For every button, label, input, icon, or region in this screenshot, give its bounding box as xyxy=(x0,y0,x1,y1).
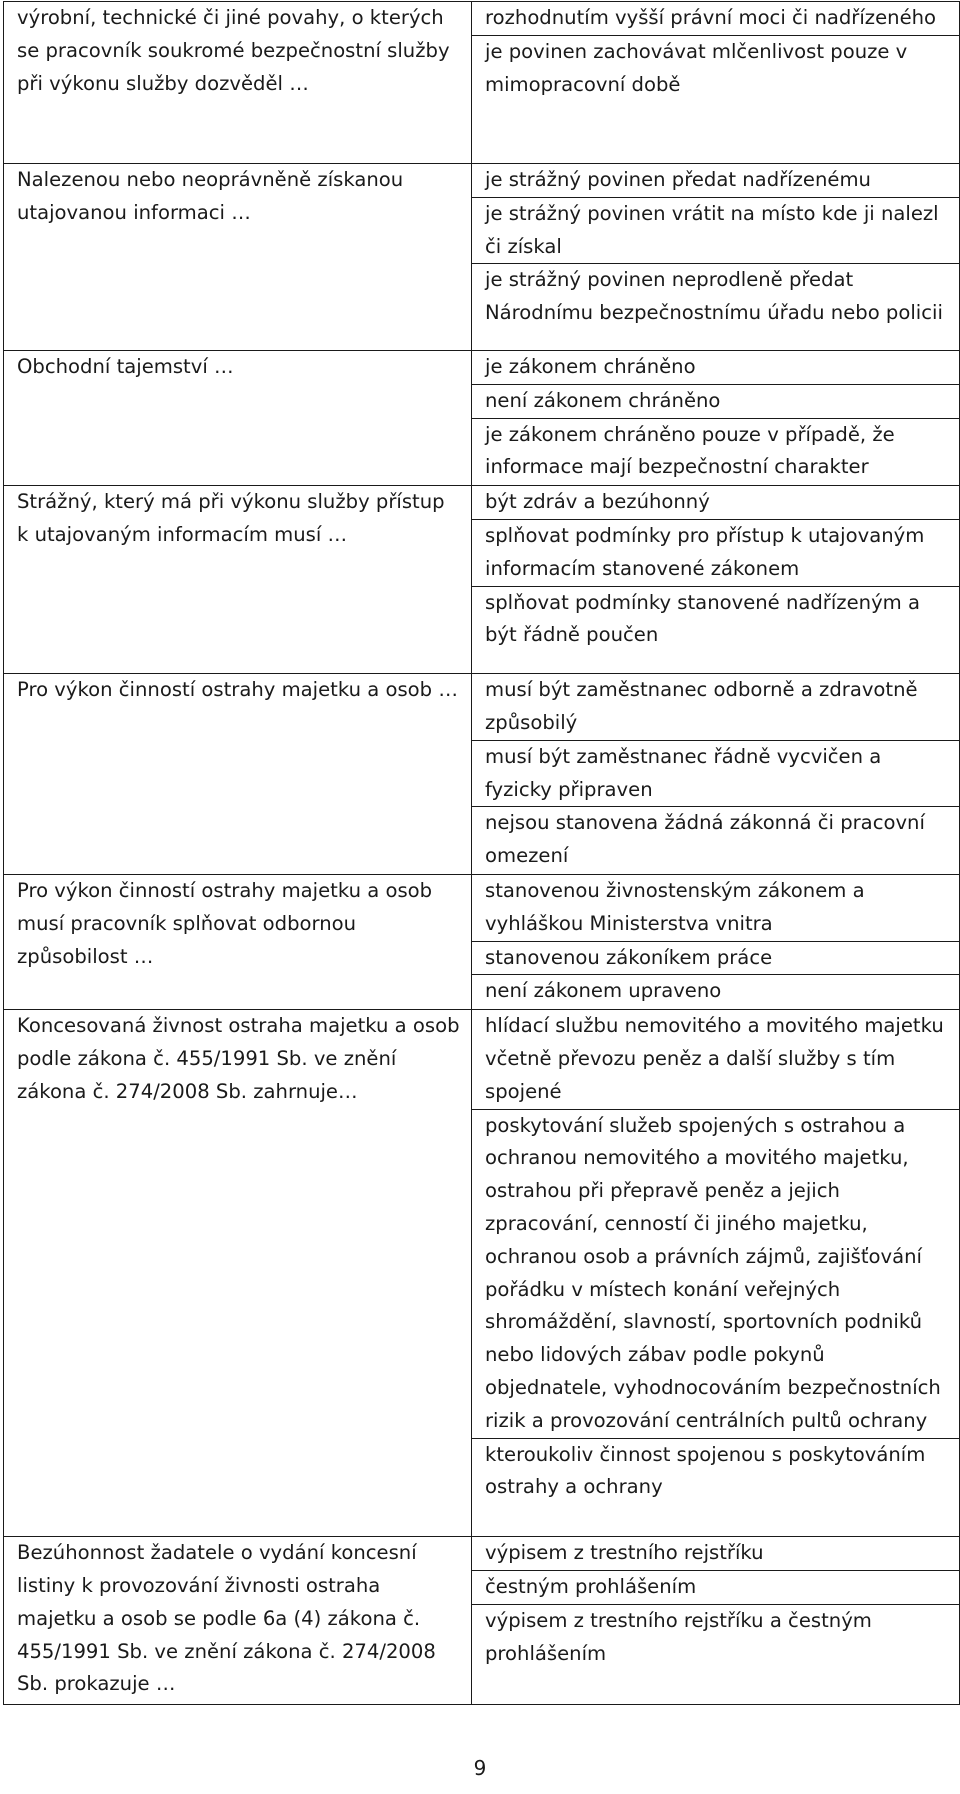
answer-option: je zákonem chráněno xyxy=(485,355,696,378)
answer-option: výpisem z trestního rejstříku a čestným prohlášením xyxy=(472,1604,959,1671)
answer-option: kteroukoliv činnost spojenou s poskytováním ostrahy a ochrany xyxy=(472,1438,959,1505)
answer-option: hlídací službu nemovitého a movitého majetku včetně převozu peněz a další služby s tím spojené xyxy=(485,1014,944,1103)
answer-option: poskytování služeb spojených s ostrahou a ochranou nemovitého a movitého majetku, ostrahou při přepravě peněz a jejich zpracování, cenností či jiného majetku, ochranou osob a právních zájmů, zajišťování pořádku v místech konání veřejných shromáždění, slavností, sportovních podniků nebo lidových zábav podle pokynů objednatele, vyhodnocováním bezpečnostních rizik a provozování centrálních pultů ochrany xyxy=(472,1109,959,1438)
answers-cell xyxy=(472,2,960,164)
answer-option: není zákonem chráněno xyxy=(472,384,959,418)
answers-cell xyxy=(472,1537,960,1705)
question-cell: Pro výkon činností ostrahy majetku a osob musí pracovník splňovat odbornou způsobilost … xyxy=(4,874,472,1009)
answer-option: je zákonem chráněno pouze v případě, že informace mají bezpečnostní charakter xyxy=(472,418,959,485)
question-cell: Koncesovaná živnost ostraha majetku a osob podle zákona č. 455/1991 Sb. ve znění zákona č. 274/2008 Sb. zahrnuje… xyxy=(4,1010,472,1537)
question-cell: Obchodní tajemství … xyxy=(4,351,472,486)
answer-option: není zákonem upraveno xyxy=(472,974,959,1008)
question-cell: Nalezenou nebo neoprávněně získanou utajovanou informaci … xyxy=(4,164,472,351)
question-table xyxy=(3,1,960,1705)
answer-option: splňovat podmínky stanovené nadřízeným a být řádně poučen xyxy=(472,586,959,653)
answer-option: je povinen zachovávat mlčenlivost pouze v mimopracovní době xyxy=(472,35,959,102)
answers-cell xyxy=(472,674,960,875)
table-row xyxy=(4,351,960,486)
table-row xyxy=(4,164,960,351)
answer-option: výpisem z trestního rejstříku xyxy=(485,1541,764,1565)
answers-cell xyxy=(472,486,960,674)
table-row xyxy=(4,1010,960,1537)
question-cell: Pro výkon činností ostrahy majetku a osob … xyxy=(4,674,472,875)
answer-option: čestným prohlášením xyxy=(472,1570,959,1604)
answer-option: je strážný povinen předat nadřízenému xyxy=(485,168,871,191)
answer-option: splňovat podmínky pro přístup k utajovaným informacím stanovené zákonem xyxy=(472,519,959,586)
table-row xyxy=(4,486,960,674)
answer-option: je strážný povinen vrátit na místo kde ji nalezl či získal xyxy=(472,197,959,264)
answer-option: musí být zaměstnanec odborně a zdravotně způsobilý xyxy=(485,678,918,734)
table-row xyxy=(4,1537,960,1705)
answers-cell xyxy=(472,164,960,351)
answer-option: být zdráv a bezúhonný xyxy=(485,490,710,514)
table-row xyxy=(4,674,960,875)
answers-cell xyxy=(472,874,960,1009)
answer-option: musí být zaměstnanec řádně vycvičen a fyzicky připraven xyxy=(472,740,959,807)
answers-cell xyxy=(472,1010,960,1537)
table-row xyxy=(4,2,960,164)
answers-cell xyxy=(472,351,960,486)
answer-option: nejsou stanovena žádná zákonná či pracovní omezení xyxy=(472,806,959,873)
table-row xyxy=(4,874,960,1009)
question-cell: výrobní, technické či jiné povahy, o kterých se pracovník soukromé bezpečnostní služby při výkonu služby dozvěděl … xyxy=(4,2,472,164)
page-number: 9 xyxy=(473,1756,487,1780)
answer-option: stanovenou živnostenským zákonem a vyhláškou Ministerstva vnitra xyxy=(485,878,865,935)
answer-option: rozhodnutím vyšší právní moci či nadřízeného xyxy=(485,6,937,29)
answer-option: je strážný povinen neprodleně předat Národnímu bezpečnostnímu úřadu nebo policii xyxy=(472,263,959,330)
question-cell: Bezúhonnost žadatele o vydání koncesní listiny k provozování živnosti ostraha majetku a osob se podle 6a (4) zákona č. 455/1991 Sb. ve znění zákona č. 274/2008 Sb. prokazuje … xyxy=(4,1537,472,1705)
question-cell: Strážný, který má při výkonu služby přístup k utajovaným informacím musí … xyxy=(4,486,472,674)
answer-option: stanovenou zákoníkem práce xyxy=(472,941,959,975)
